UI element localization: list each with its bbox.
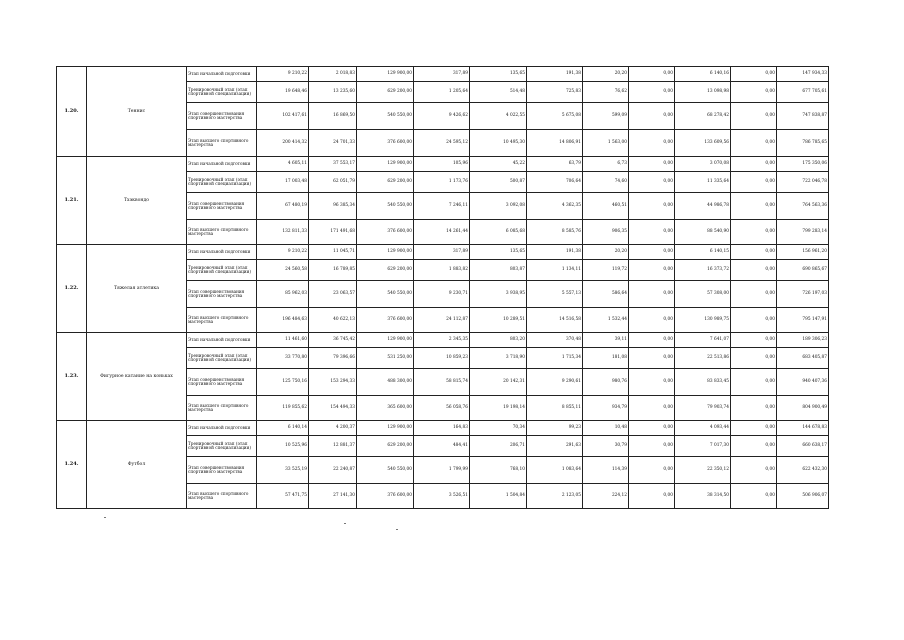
value-cell: 56 058,76 — [414, 396, 470, 421]
value-cell: 45,22 — [470, 157, 527, 172]
value-cell: 531 250,00 — [357, 348, 414, 369]
value-cell: 79 903,74 — [675, 396, 731, 421]
section-number: 1.21. — [57, 157, 87, 245]
value-cell: 70,34 — [470, 421, 527, 436]
value-cell: 175 350,06 — [777, 157, 829, 172]
value-cell: 181,08 — [583, 348, 629, 369]
value-cell: 3 526,51 — [414, 484, 470, 509]
value-cell: 23 063,57 — [309, 281, 357, 308]
value-cell: 0,00 — [731, 82, 777, 103]
value-cell: 0,00 — [731, 396, 777, 421]
value-cell: 1 083,64 — [527, 457, 583, 484]
value-cell: 3 718,90 — [470, 348, 527, 369]
value-cell: 13 235,60 — [309, 82, 357, 103]
value-cell: 74,60 — [583, 172, 629, 193]
value-cell: 2 018,83 — [309, 67, 357, 82]
value-cell: 38 314,50 — [675, 484, 731, 509]
value-cell: 500,87 — [470, 172, 527, 193]
value-cell: 1 715,34 — [527, 348, 583, 369]
value-cell: 36 745,42 — [309, 333, 357, 348]
value-cell: 224,12 — [583, 484, 629, 509]
value-cell: 0,00 — [629, 369, 675, 396]
value-cell: 129 900,00 — [357, 421, 414, 436]
value-cell: 135,65 — [470, 245, 527, 260]
value-cell: 4 022,55 — [470, 103, 527, 130]
value-cell: 629 200,00 — [357, 260, 414, 281]
value-cell: 30,79 — [583, 436, 629, 457]
table-row — [57, 67, 829, 82]
training-stage: Этап начальной подготовки — [187, 157, 257, 172]
value-cell: 4 093,44 — [675, 421, 731, 436]
value-cell: 79 396,66 — [309, 348, 357, 369]
training-stage: Этап начальной подготовки — [187, 67, 257, 82]
value-cell: 68 278,42 — [675, 103, 731, 130]
value-cell: 6 140,14 — [257, 421, 309, 436]
section-number: 1.22. — [57, 245, 87, 333]
training-stage: Этап начальной подготовки — [187, 245, 257, 260]
value-cell: 4 200,37 — [309, 421, 357, 436]
value-cell: 8 855,11 — [527, 396, 583, 421]
value-cell: 1 799,99 — [414, 457, 470, 484]
value-cell: 9 230,71 — [414, 281, 470, 308]
value-cell: 706,64 — [527, 172, 583, 193]
training-stage: Этап совершенствования спортивного мастерства — [187, 103, 257, 130]
value-cell: 0,00 — [629, 348, 675, 369]
value-cell: 786 785,65 — [777, 130, 829, 157]
value-cell: 6 085,68 — [470, 220, 527, 245]
value-cell: 10 859,23 — [414, 348, 470, 369]
value-cell: 0,00 — [629, 157, 675, 172]
value-cell: 4 362,35 — [527, 193, 583, 220]
value-cell: 132 811,33 — [257, 220, 309, 245]
value-cell: 105,96 — [414, 157, 470, 172]
table-row — [57, 157, 829, 172]
value-cell: 129 900,00 — [357, 245, 414, 260]
value-cell: 39,11 — [583, 333, 629, 348]
value-cell: 27 141,30 — [309, 484, 357, 509]
value-cell: 317,89 — [414, 245, 470, 260]
value-cell: 206,71 — [470, 436, 527, 457]
value-cell: 16 373,72 — [675, 260, 731, 281]
training-stage: Тренировочный этап (этап спортивной специализации) — [187, 436, 257, 457]
section-number: 1.20. — [57, 67, 87, 157]
value-cell: 0,00 — [629, 130, 675, 157]
value-cell: 16 869,50 — [309, 103, 357, 130]
value-cell: 196 484,63 — [257, 308, 309, 333]
value-cell: 0,00 — [731, 193, 777, 220]
value-cell: 114,39 — [583, 457, 629, 484]
value-cell: 10 525,96 — [257, 436, 309, 457]
value-cell: 24 595,12 — [414, 130, 470, 157]
value-cell: 599,09 — [583, 103, 629, 130]
value-cell: 906,35 — [583, 220, 629, 245]
value-cell: 0,00 — [629, 220, 675, 245]
value-cell: 0,00 — [629, 82, 675, 103]
value-cell: 156 961,20 — [777, 245, 829, 260]
value-cell: 10,48 — [583, 421, 629, 436]
value-cell: 0,00 — [731, 308, 777, 333]
value-cell: 67 480,19 — [257, 193, 309, 220]
value-cell: 804 900,49 — [777, 396, 829, 421]
value-cell: 154 494,33 — [309, 396, 357, 421]
value-cell: 63,79 — [527, 157, 583, 172]
value-cell: 125 750,16 — [257, 369, 309, 396]
value-cell: 96 385,34 — [309, 193, 357, 220]
value-cell: 40 622,13 — [309, 308, 357, 333]
training-stage: Этап начальной подготовки — [187, 421, 257, 436]
value-cell: 0,00 — [731, 103, 777, 130]
training-stage: Тренировочный этап (этап спортивной специализации) — [187, 260, 257, 281]
table-row — [57, 333, 829, 348]
value-cell: 540 550,00 — [357, 193, 414, 220]
value-cell: 0,00 — [731, 348, 777, 369]
value-cell: 540 550,00 — [357, 281, 414, 308]
value-cell: 376 600,00 — [357, 220, 414, 245]
value-cell: 365 600,00 — [357, 396, 414, 421]
value-cell: 33 525,19 — [257, 457, 309, 484]
value-cell: 1 504,84 — [470, 484, 527, 509]
value-cell: 370,48 — [527, 333, 583, 348]
value-cell: 22 513,86 — [675, 348, 731, 369]
value-cell: 6 140,15 — [675, 245, 731, 260]
value-cell: 200 414,32 — [257, 130, 309, 157]
value-cell: 376 600,00 — [357, 308, 414, 333]
value-cell: 0,00 — [629, 172, 675, 193]
value-cell: 1 563,00 — [583, 130, 629, 157]
value-cell: 376 600,00 — [357, 130, 414, 157]
value-cell: 3 938,95 — [470, 281, 527, 308]
section-number: 1.24. — [57, 421, 87, 509]
sport-name: Тхэквондо — [87, 157, 187, 245]
value-cell: 803,87 — [470, 260, 527, 281]
training-stage: Этап совершенствования спортивного мастерства — [187, 457, 257, 484]
value-cell: 1 205,64 — [414, 82, 470, 103]
value-cell: 5 557,13 — [527, 281, 583, 308]
value-cell: 4 605,11 — [257, 157, 309, 172]
training-stage: Этап высшего спортивного мастерства — [187, 396, 257, 421]
value-cell: 33 770,80 — [257, 348, 309, 369]
value-cell: 19 648,46 — [257, 82, 309, 103]
value-cell: 629 200,00 — [357, 82, 414, 103]
value-cell: 11 335,64 — [675, 172, 731, 193]
value-cell: 3 070,08 — [675, 157, 731, 172]
value-cell: 119,72 — [583, 260, 629, 281]
value-cell: 14 261,44 — [414, 220, 470, 245]
value-cell: 129 900,00 — [357, 157, 414, 172]
value-cell: 722 046,78 — [777, 172, 829, 193]
value-cell: 0,00 — [731, 369, 777, 396]
value-cell: 0,00 — [731, 130, 777, 157]
value-cell: 7 246,11 — [414, 193, 470, 220]
value-cell: 795 147,91 — [777, 308, 829, 333]
value-cell: 129 900,00 — [357, 67, 414, 82]
value-cell: 62 051,79 — [309, 172, 357, 193]
value-cell: 99,23 — [527, 421, 583, 436]
value-cell: 147 934,33 — [777, 67, 829, 82]
value-cell: 2 123,05 — [527, 484, 583, 509]
value-cell: 13 098,98 — [675, 82, 731, 103]
value-cell: 11 461,60 — [257, 333, 309, 348]
value-cell: 20,20 — [583, 245, 629, 260]
value-cell: 0,00 — [629, 103, 675, 130]
value-cell: 0,00 — [731, 67, 777, 82]
value-cell: 171 491,68 — [309, 220, 357, 245]
value-cell: 189 306,23 — [777, 333, 829, 348]
value-cell: 1 532,44 — [583, 308, 629, 333]
value-cell: 6,73 — [583, 157, 629, 172]
value-cell: 58 815,74 — [414, 369, 470, 396]
sport-name: Тяжелая атлетика — [87, 245, 187, 333]
value-cell: 0,00 — [629, 308, 675, 333]
value-cell: 540 550,00 — [357, 457, 414, 484]
value-cell: 0,00 — [731, 245, 777, 260]
value-cell: 130 989,75 — [675, 308, 731, 333]
value-cell: 2 345,35 — [414, 333, 470, 348]
value-cell: 20 142,31 — [470, 369, 527, 396]
training-stage: Этап начальной подготовки — [187, 333, 257, 348]
value-cell: 460,51 — [583, 193, 629, 220]
value-cell: 0,00 — [731, 421, 777, 436]
value-cell: 725,83 — [527, 82, 583, 103]
training-stage: Тренировочный этап (этап спортивной специализации) — [187, 82, 257, 103]
scan-mark — [104, 517, 106, 518]
value-cell: 690 865,67 — [777, 260, 829, 281]
value-cell: 19 198,14 — [470, 396, 527, 421]
value-cell: 83 833,45 — [675, 369, 731, 396]
value-cell: 12 881,37 — [309, 436, 357, 457]
value-cell: 0,00 — [731, 436, 777, 457]
value-cell: 6 140,16 — [675, 67, 731, 82]
training-stage: Тренировочный этап (этап спортивной специализации) — [187, 172, 257, 193]
value-cell: 44 986,78 — [675, 193, 731, 220]
sport-name: Фигурное катание на коньках — [87, 333, 187, 421]
sport-name: Теннис — [87, 67, 187, 157]
value-cell: 8 585,76 — [527, 220, 583, 245]
value-cell: 153 294,33 — [309, 369, 357, 396]
value-cell: 191,38 — [527, 67, 583, 82]
training-stage: Этап совершенствования спортивного мастерства — [187, 281, 257, 308]
value-cell: 17 003,48 — [257, 172, 309, 193]
value-cell: 135,65 — [470, 67, 527, 82]
cost-norms-table — [56, 66, 829, 509]
table-row — [57, 245, 829, 260]
value-cell: 747 838,87 — [777, 103, 829, 130]
value-cell: 0,00 — [731, 220, 777, 245]
value-cell: 57 308,00 — [675, 281, 731, 308]
value-cell: 57 471,75 — [257, 484, 309, 509]
value-cell: 0,00 — [629, 484, 675, 509]
value-cell: 0,00 — [629, 396, 675, 421]
scan-mark — [396, 529, 398, 530]
value-cell: 940 407,36 — [777, 369, 829, 396]
value-cell: 102 417,61 — [257, 103, 309, 130]
value-cell: 0,00 — [629, 260, 675, 281]
value-cell: 0,00 — [731, 260, 777, 281]
training-stage: Этап высшего спортивного мастерства — [187, 220, 257, 245]
value-cell: 0,00 — [629, 421, 675, 436]
value-cell: 144 678,83 — [777, 421, 829, 436]
value-cell: 0,00 — [629, 281, 675, 308]
value-cell: 0,00 — [731, 333, 777, 348]
value-cell: 677 705,61 — [777, 82, 829, 103]
table-body — [57, 67, 829, 509]
value-cell: 191,38 — [527, 245, 583, 260]
value-cell: 506 906,07 — [777, 484, 829, 509]
value-cell: 934,79 — [583, 396, 629, 421]
value-cell: 660 638,17 — [777, 436, 829, 457]
value-cell: 7 017,30 — [675, 436, 731, 457]
value-cell: 291,63 — [527, 436, 583, 457]
value-cell: 14 516,58 — [527, 308, 583, 333]
value-cell: 0,00 — [731, 457, 777, 484]
value-cell: 799 283,14 — [777, 220, 829, 245]
value-cell: 1 883,82 — [414, 260, 470, 281]
value-cell: 0,00 — [629, 67, 675, 82]
training-stage: Этап совершенствования спортивного мастерства — [187, 193, 257, 220]
value-cell: 22 350,12 — [675, 457, 731, 484]
value-cell: 24 560,58 — [257, 260, 309, 281]
value-cell: 629 200,00 — [357, 172, 414, 193]
value-cell: 24 112,87 — [414, 308, 470, 333]
value-cell: 0,00 — [731, 172, 777, 193]
value-cell: 5 675,08 — [527, 103, 583, 130]
value-cell: 133 609,56 — [675, 130, 731, 157]
value-cell: 726 197,03 — [777, 281, 829, 308]
value-cell: 0,00 — [731, 484, 777, 509]
value-cell: 7 641,07 — [675, 333, 731, 348]
sport-name: Футбол — [87, 421, 187, 509]
value-cell: 629 200,00 — [357, 436, 414, 457]
value-cell: 622 432,30 — [777, 457, 829, 484]
value-cell: 803,20 — [470, 333, 527, 348]
section-number: 1.23. — [57, 333, 87, 421]
value-cell: 164,83 — [414, 421, 470, 436]
value-cell: 0,00 — [629, 333, 675, 348]
training-stage: Этап высшего спортивного мастерства — [187, 130, 257, 157]
value-cell: 317,89 — [414, 67, 470, 82]
value-cell: 0,00 — [629, 245, 675, 260]
training-stage: Этап высшего спортивного мастерства — [187, 308, 257, 333]
value-cell: 376 600,00 — [357, 484, 414, 509]
value-cell: 540 550,00 — [357, 103, 414, 130]
value-cell: 129 900,00 — [357, 333, 414, 348]
table-row — [57, 421, 829, 436]
value-cell: 586,64 — [583, 281, 629, 308]
value-cell: 488 300,00 — [357, 369, 414, 396]
value-cell: 0,00 — [629, 193, 675, 220]
value-cell: 0,00 — [731, 157, 777, 172]
training-stage: Тренировочный этап (этап спортивной специализации) — [187, 348, 257, 369]
training-stage: Этап высшего спортивного мастерства — [187, 484, 257, 509]
value-cell: 85 962,03 — [257, 281, 309, 308]
value-cell: 11 045,71 — [309, 245, 357, 260]
value-cell: 119 855,62 — [257, 396, 309, 421]
value-cell: 768,10 — [470, 457, 527, 484]
value-cell: 0,00 — [731, 281, 777, 308]
value-cell: 0,00 — [629, 436, 675, 457]
value-cell: 16 789,85 — [309, 260, 357, 281]
value-cell: 3 092,08 — [470, 193, 527, 220]
value-cell: 20,20 — [583, 67, 629, 82]
value-cell: 0,00 — [629, 457, 675, 484]
value-cell: 1 134,11 — [527, 260, 583, 281]
value-cell: 764 563,36 — [777, 193, 829, 220]
value-cell: 9 426,62 — [414, 103, 470, 130]
value-cell: 9 210,22 — [257, 67, 309, 82]
value-cell: 88 540,90 — [675, 220, 731, 245]
value-cell: 76,62 — [583, 82, 629, 103]
value-cell: 683 405,87 — [777, 348, 829, 369]
value-cell: 14 806,91 — [527, 130, 583, 157]
value-cell: 37 553,17 — [309, 157, 357, 172]
value-cell: 9 290,61 — [527, 369, 583, 396]
scan-mark — [344, 523, 346, 524]
value-cell: 22 240,87 — [309, 457, 357, 484]
training-stage: Этап совершенствования спортивного мастерства — [187, 369, 257, 396]
value-cell: 1 173,76 — [414, 172, 470, 193]
value-cell: 9 210,22 — [257, 245, 309, 260]
value-cell: 10 289,51 — [470, 308, 527, 333]
value-cell: 24 701,33 — [309, 130, 357, 157]
value-cell: 980,76 — [583, 369, 629, 396]
value-cell: 484,41 — [414, 436, 470, 457]
value-cell: 10 495,30 — [470, 130, 527, 157]
value-cell: 514,48 — [470, 82, 527, 103]
